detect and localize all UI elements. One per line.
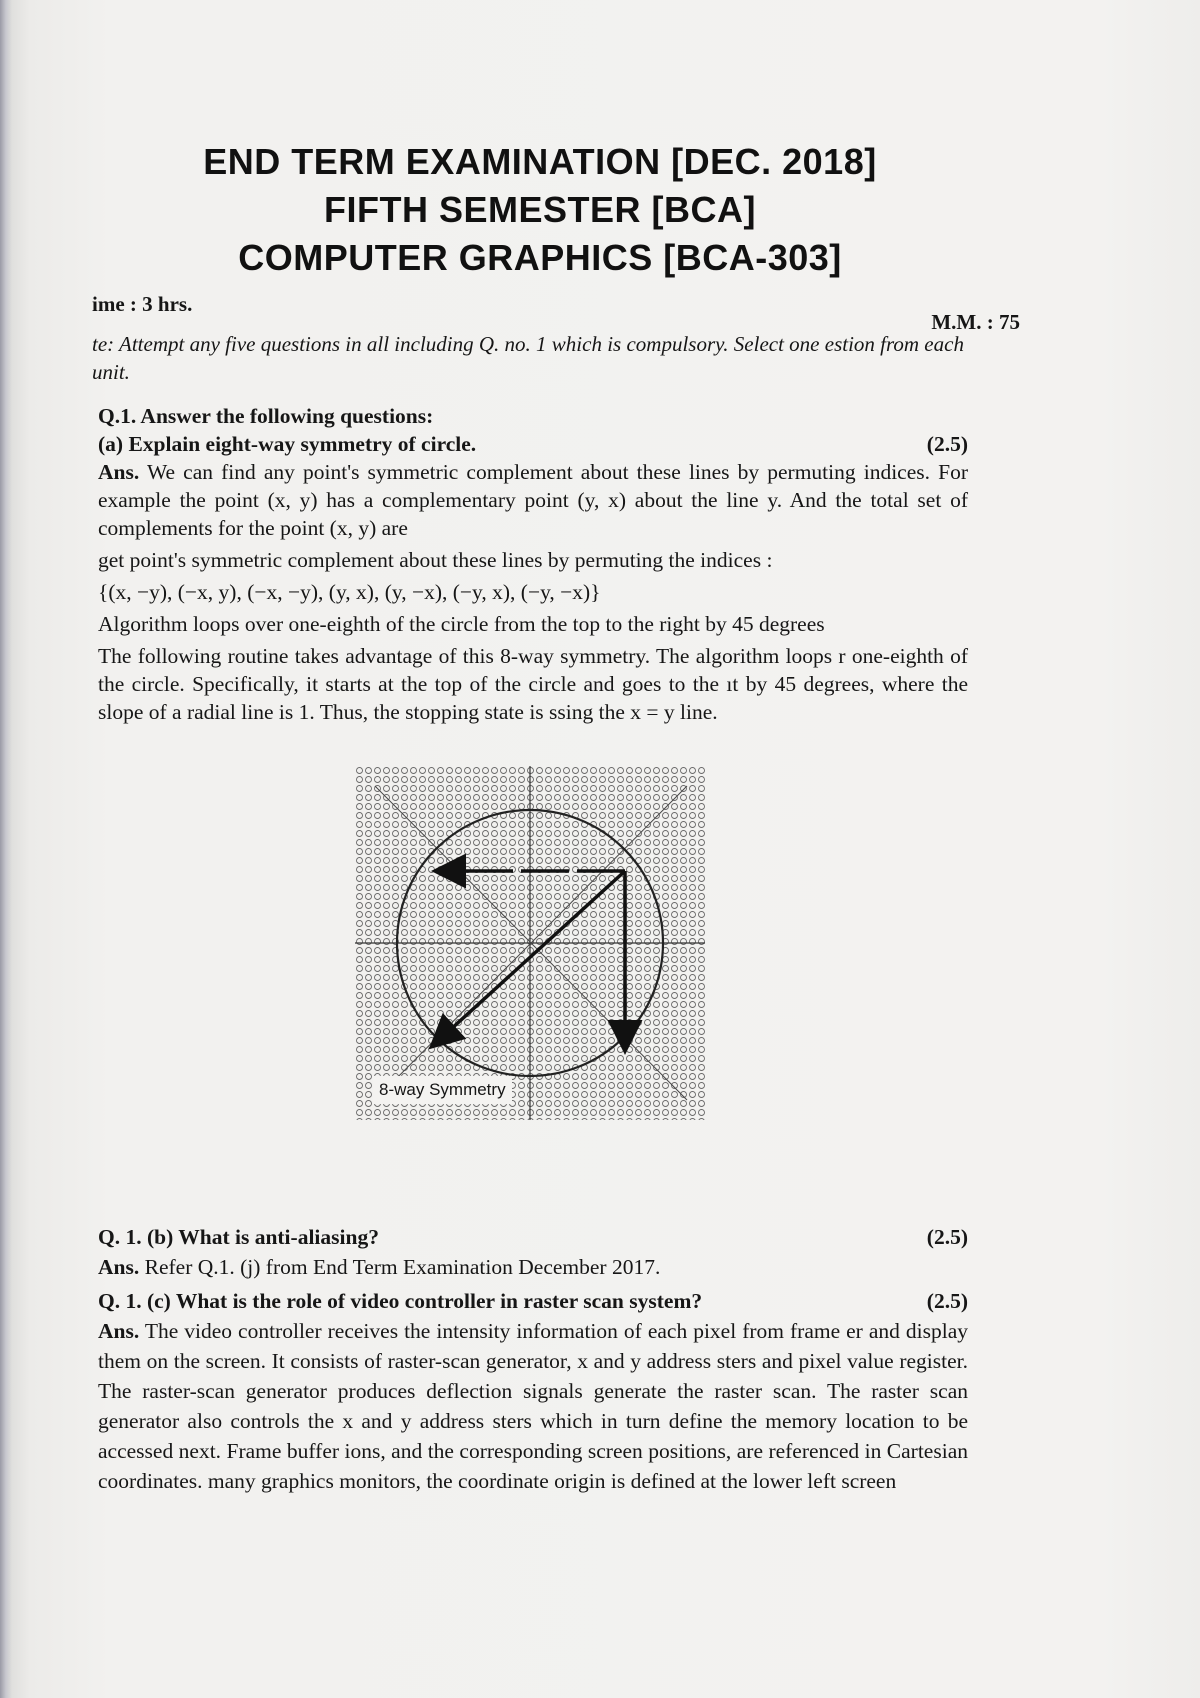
- symmetry-diagram: [355, 766, 705, 1120]
- q1a-answer-text-1: We can find any point's symmetric complement about these lines by permuting indices. For example the point (x, y) has a complementary point (y, x) about the line y. And the total set of complements for the point (x, y) are: [98, 460, 968, 540]
- q1a-answer-para-2: get point's symmetric complement about these lines by permuting the indices :: [98, 548, 773, 572]
- q1a-answer-para-1: [98, 458, 968, 542]
- q1c-ans-label: Ans.: [98, 1319, 140, 1343]
- q1c-row: [98, 1286, 968, 1316]
- q1c-answer: [98, 1316, 968, 1496]
- q1c-marks: (2.5): [926, 1289, 968, 1313]
- q1a-question: (a) Explain eight-way symmetry of circle.: [98, 432, 477, 456]
- q1b-answer-text: Refer Q.1. (j) from End Term Examination December 2017.: [144, 1255, 661, 1279]
- q1a-ans-label: Ans.: [98, 460, 140, 484]
- exam-title-block: [160, 138, 920, 282]
- q1c-answer-text: The video controller receives the intensity information of each pixel from frame er and display them on the screen. It consists of raster-scan generator, x and y address sters and pixel value register. The raster-scan generator produces deflection signals generate the raster scan. The raster scan generator also controls the x and y address sters which in turn define the memory location to be accessed next. Frame buffer ions, and the corresponding screen positions, are referenced in Cartesian coordinates. many graphics monitors, the coordinate origin is defined at the lower left screen: [98, 1319, 968, 1493]
- exam-title-line-3: COMPUTER GRAPHICS [BCA-303]: [238, 237, 842, 278]
- q1b-question: Q. 1. (b) What is anti-aliasing?: [98, 1225, 379, 1249]
- eight-way-symmetry-figure: [355, 766, 705, 1120]
- time-allowed: ime : 3 hrs.: [92, 292, 193, 316]
- exam-title-line-1: END TERM EXAMINATION [DEC. 2018]: [203, 141, 877, 182]
- exam-note: te: Attempt any five questions in all including Q. no. 1 which is compulsory. Select one estion from each unit.: [92, 332, 964, 384]
- exam-title-line-2: FIFTH SEMESTER [BCA]: [324, 189, 756, 230]
- q1a-answer-para-5: The following routine takes advantage of this 8-way symmetry. The algorithm loops r one-eighth of the circle. Specifically, it starts at the top of the circle and goes to the ıt by 45 degrees, where the slope of a radial line is 1. Thus, the stopping state is ssing the x = y line.: [98, 644, 968, 724]
- q1a-answer-para-4: Algorithm loops over one-eighth of the circle from the top to the right by 45 degrees: [98, 612, 825, 636]
- max-marks: M.M. : 75: [931, 310, 1020, 334]
- q1b-ans-label: Ans.: [98, 1255, 140, 1279]
- questions-b-c: [98, 1222, 968, 1500]
- q1-heading: Q.1. Answer the following questions:: [98, 404, 434, 428]
- q1a-complement-set: {(x, −y), (−x, y), (−x, −y), (y, x), (y, −x), (−y, x), (−y, −x)}: [98, 580, 601, 604]
- q1b-marks: (2.5): [926, 1225, 968, 1249]
- q1a-row: [98, 430, 968, 458]
- question-1-section: [98, 402, 968, 1140]
- q1c-question: Q. 1. (c) What is the role of video controller in raster scan system?: [98, 1289, 703, 1313]
- q1b-row: [98, 1222, 968, 1252]
- page-edge-shadow: [0, 0, 12, 1698]
- q1b-answer: [98, 1252, 968, 1282]
- q1a-marks: (2.5): [926, 432, 968, 456]
- exam-meta-row: [92, 292, 1020, 334]
- figure-caption: 8-way Symmetry: [373, 1076, 512, 1104]
